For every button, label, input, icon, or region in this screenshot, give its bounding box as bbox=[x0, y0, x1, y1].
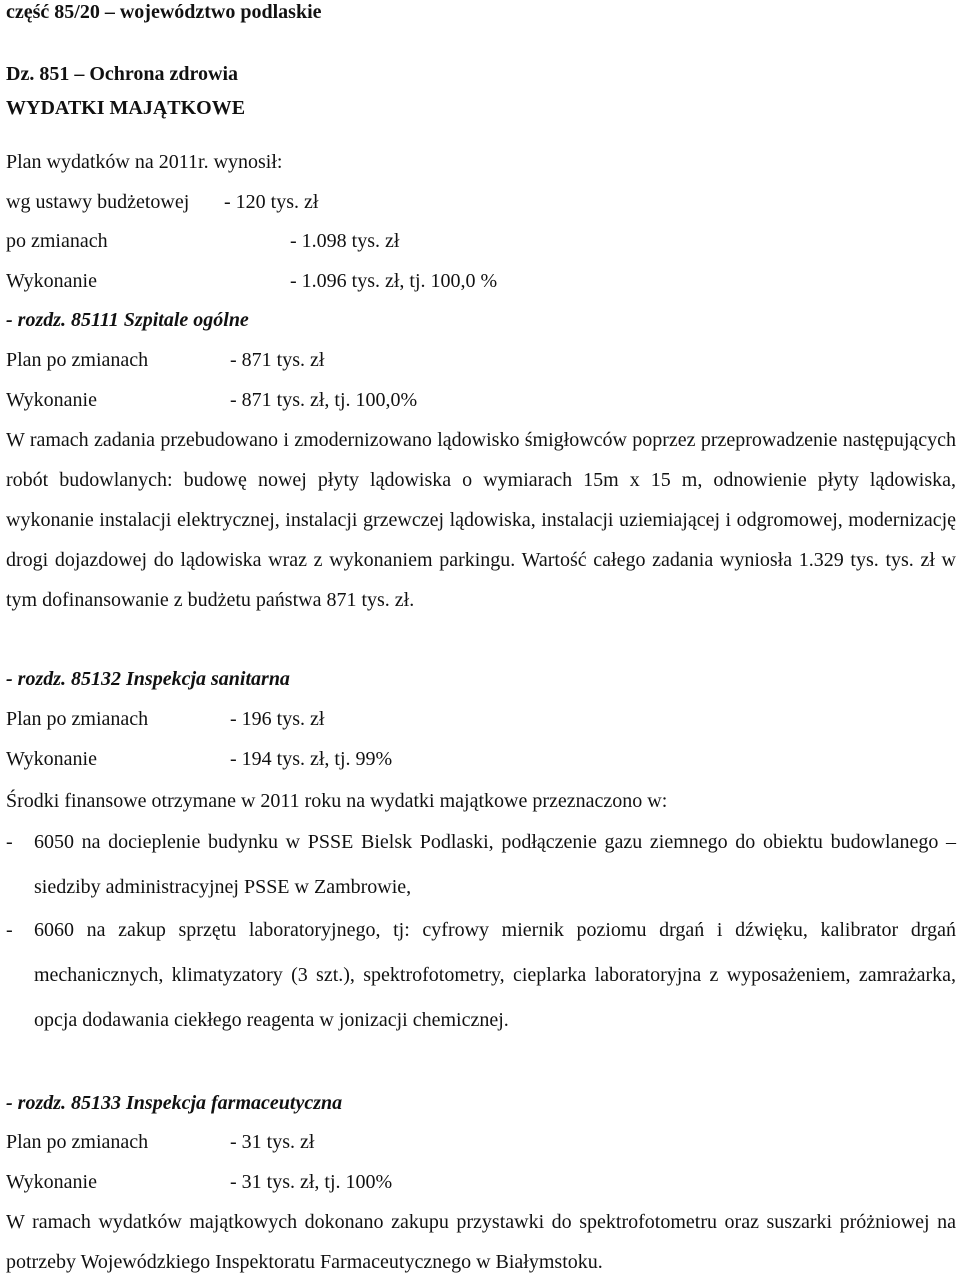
plan-value: - 871 tys. zł bbox=[230, 349, 325, 371]
plan-label: Plan po zmianach bbox=[6, 708, 149, 730]
list-item bbox=[6, 908, 956, 1088]
exec-row bbox=[6, 388, 418, 412]
plan-row-label: Wykonanie bbox=[6, 270, 97, 292]
plan-row bbox=[6, 1130, 315, 1154]
exec-label: Wykonanie bbox=[6, 748, 97, 770]
plan-row bbox=[6, 190, 319, 214]
chapter-heading-85111: - rozdz. 85111 Szpitale ogólne bbox=[6, 309, 249, 331]
plan-label: Plan po zmianach bbox=[6, 349, 149, 371]
plan-intro: Plan wydatków na 2011r. wynosił: bbox=[6, 151, 283, 173]
bullet-dash: - bbox=[6, 831, 13, 853]
plan-row bbox=[6, 269, 498, 293]
exec-row bbox=[6, 747, 393, 771]
plan-row bbox=[6, 348, 325, 372]
exec-value: - 871 tys. zł, tj. 100,0% bbox=[230, 389, 418, 411]
exec-value: - 194 tys. zł, tj. 99% bbox=[230, 748, 393, 770]
chapter-heading-85133: - rozdz. 85133 Inspekcja farmaceutyczna bbox=[6, 1092, 343, 1114]
plan-row-label: po zmianach bbox=[6, 230, 108, 252]
plan-row bbox=[6, 707, 325, 731]
plan-row-value: - 1.096 tys. zł, tj. 100,0 % bbox=[290, 270, 498, 292]
page-header: część 85/20 – województwo podlaskie bbox=[6, 1, 322, 23]
exec-value: - 31 tys. zł, tj. 100% bbox=[230, 1171, 393, 1193]
plan-row bbox=[6, 229, 400, 253]
list-item-text: 6050 na docieplenie budynku w PSSE Bielsk Podlaski, podłączenie gazu ziemnego do obiektu budowlanego – siedziby administracyjnej PSSE w Zambrowie, bbox=[34, 831, 956, 898]
list-item bbox=[6, 820, 956, 910]
section-subtitle: WYDATKI MAJĄTKOWE bbox=[6, 97, 246, 119]
chapter-heading-85132: - rozdz. 85132 Inspekcja sanitarna bbox=[6, 668, 290, 690]
plan-value: - 31 tys. zł bbox=[230, 1131, 315, 1153]
chapter-85133-description: W ramach wydatków majątkowych dokonano zakupu przystawki do spektrofotometru oraz suszarki próżniowej na potrzeby Wojewódzkiego Inspektoratu Farmaceutycznego w Białymstoku. bbox=[6, 1211, 956, 1273]
plan-label: Plan po zmianach bbox=[6, 1131, 149, 1153]
chapter-85111-description: W ramach zadania przebudowano i zmodernizowano lądowisko śmigłowców poprzez przeprowadzenie następujących robót budowlanych: budowę nowej płyty lądowiska o wymiarach 15m x 15 m, odnowienie płyty lądowiska, wykonanie instalacji elektrycznej, instalacji grzewczej lądowiska, instalacji uziemiającej i odgromowej, modernizację drogi dojazdowej do lądowiska wraz z wykonaniem parkingu. Wartość całego zadania wyniosła 1.329 tys. tys. zł w tym dofinansowanie z budżetu państwa 871 tys. zł. bbox=[6, 429, 956, 611]
exec-row bbox=[6, 1170, 393, 1194]
exec-label: Wykonanie bbox=[6, 389, 97, 411]
chapter-85132-intro: Środki finansowe otrzymane w 2011 roku na wydatki majątkowe przeznaczono w: bbox=[6, 790, 668, 812]
plan-value: - 196 tys. zł bbox=[230, 708, 325, 730]
bullet-dash: - bbox=[6, 919, 13, 941]
plan-row-label: wg ustawy budżetowej bbox=[6, 191, 190, 213]
plan-row-value: - 1.098 tys. zł bbox=[290, 230, 400, 252]
section-title: Dz. 851 – Ochrona zdrowia bbox=[6, 63, 239, 85]
list-item-text: 6060 na zakup sprzętu laboratoryjnego, tj: cyfrowy miernik poziomu drgań i dźwięku, kalibrator drgań mechanicznych, klimatyzatory (3 szt.), spektrofotometry, cieplarka laboratoryjna z wyposażeniem, zamrażarka, opcja dodawania ciekłego reagenta w jonizacji chemicznej. bbox=[34, 919, 956, 1031]
exec-label: Wykonanie bbox=[6, 1171, 97, 1193]
plan-row-value: - 120 tys. zł bbox=[224, 191, 319, 213]
